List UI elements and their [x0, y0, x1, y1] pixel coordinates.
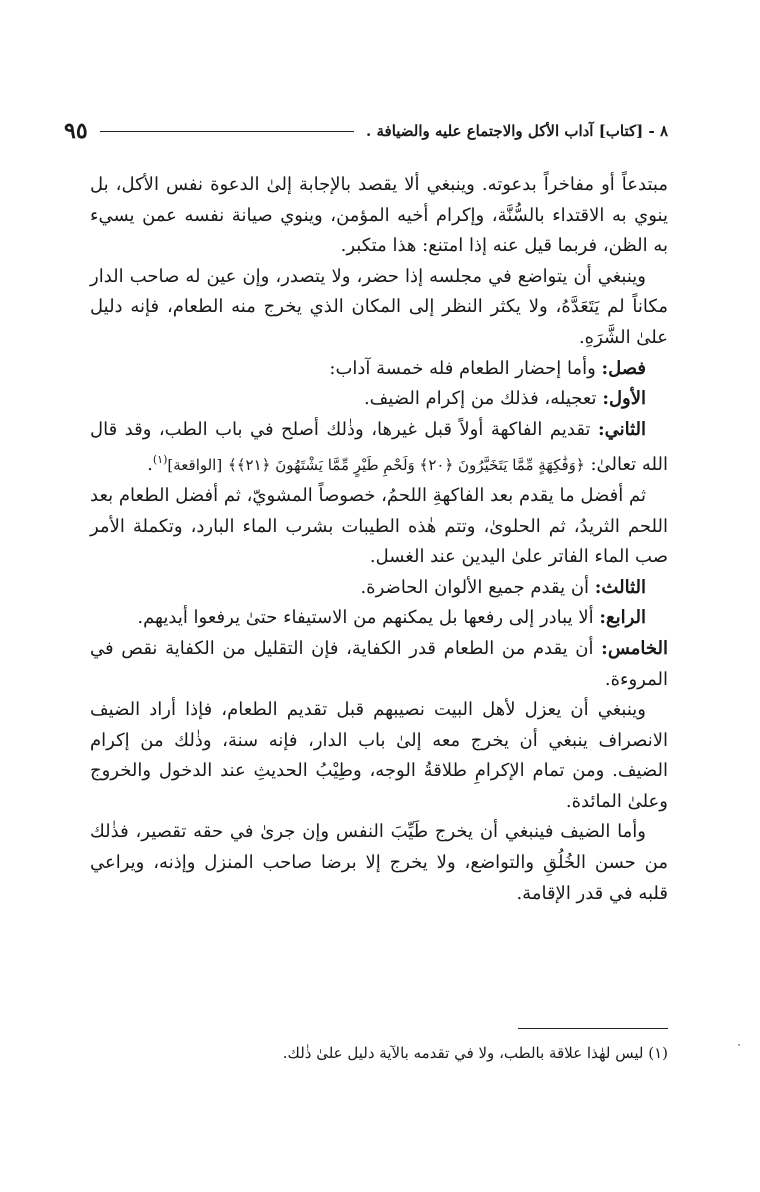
paragraph: وينبغي أن يعزل لأهل البيت نصيبهم قبل تقديم الطعام، فإذا أراد الضيف الانصراف ينبغي أن يخرج معه إلىٰ باب الدار، فإنه سنة، وذٰلك من إكرام الضيف. ومن تمام الإكرامِ طلاقةُ الوجه، وطِيْبُ الحديثِ عند الدخول والخروج وعلىٰ المائدة. — [90, 699, 668, 812]
paragraph-text: تقديم الفاكهة أولاً قبل غيرها، وذٰلك أصلح في باب الطب، وقد قال الله تعالىٰ: — [90, 418, 668, 476]
surah-citation: [الواقعة] — [167, 456, 223, 475]
page-number: ٩٥ — [64, 118, 88, 144]
scan-speck — [738, 1044, 740, 1046]
paragraph-text: تعجيله، فذلك من إكرام الضيف. — [363, 388, 597, 410]
paragraph — [90, 415, 668, 481]
paragraph — [90, 354, 668, 385]
running-header — [64, 114, 668, 148]
paragraph-text: أن يقدم جميع الألوان الحاضرة. — [360, 576, 590, 598]
paragraph — [90, 384, 668, 415]
quran-verse: ﴿وَفَٰكِهَةٍ مِّمَّا يَتَخَيَّرُونَ ﴿٢٠﴾ وَلَحْمِ طَيْرٍ مِّمَّا يَشْتَهُونَ ﴿٢١﴾﴾ — [227, 456, 585, 475]
paragraph: وينبغي أن يتواضع في مجلسه إذا حضر، ولا يتصدر، وإن عين له صاحب الدار مكاناً لم يَتَعَدَّهُ، ولا يكثر النظر إلى المكان الذي يخرج منه الطعام، فإنه دليل علىٰ الشَّرَهِ. — [90, 265, 668, 348]
paragraph-text: أن يقدم من الطعام قدر الكفاية، فإن التقليل من الكفاية نقص في المروءة. — [90, 637, 668, 690]
main-text — [90, 170, 668, 909]
item-label: الخامس: — [601, 637, 668, 659]
paragraph: مبتدعاً أو مفاخراً بدعوته. وينبغي ألا يقصد بالإجابة إلىٰ الدعوة نفس الأكل، بل ينوي به الاقتداء بالسُّنَّة، وإكرام أخيه المؤمن، وينوي صيانة نفسه عمن يسيء به الظن، فربما قيل عنه إذا امتنع: هذا متكبر. — [90, 174, 668, 257]
sentence-end: . — [147, 454, 153, 476]
item-label: الرابع: — [599, 607, 646, 629]
paragraph — [90, 603, 668, 634]
footnote-text: ليس لهٰذا علاقة بالطب، ولا في تقدمه بالآية دليل علىٰ ذٰلك. — [282, 1044, 644, 1062]
paragraph: وأما الضيف فينبغي أن يخرج طَيِّبَ النفس وإن جرىٰ في حقه تقصير، فذٰلك من حسن الخُلُقِ والتواضع، ولا يخرج إلا برضا صاحب المنزل وإذنه، ويراعي قلبه في قدر الإقامة. — [90, 821, 668, 904]
paragraph-text: ألا يبادر إلى رفعها بل يمكنهم من الاستيفاء حتىٰ يرفعوا أيديهم. — [137, 607, 594, 629]
chapter-title: ٨ - [كتاب] آداب الأكل والاجتماع عليه والضيافة . — [366, 122, 668, 140]
footnote-separator — [518, 1028, 668, 1029]
header-rule — [100, 131, 354, 132]
item-label: الثاني: — [597, 418, 646, 440]
footnote-number: (١) — [648, 1044, 668, 1062]
paragraph — [90, 573, 668, 604]
paragraph — [90, 634, 668, 695]
footnote-reference: (١) — [152, 453, 168, 467]
paragraph: ثم أفضل ما يقدم بعد الفاكهةِ اللحمُ، خصوصاً المشويّ، ثم أفضل الطعام بعد اللحم الثريدُ، ثم الحلوىٰ، وتتم هٰذه الطيبات بشرب الماء البارد، وتكملة الأمر صب الماء الفاتر علىٰ اليدين عند الغسل. — [90, 484, 668, 568]
section-label: فصل: — [601, 357, 646, 379]
footnote — [90, 1040, 668, 1066]
paragraph-text: وأما إحضار الطعام فله خمسة آداب: — [329, 357, 596, 379]
item-label: الثالث: — [594, 576, 646, 598]
item-label: الأول: — [602, 388, 646, 410]
